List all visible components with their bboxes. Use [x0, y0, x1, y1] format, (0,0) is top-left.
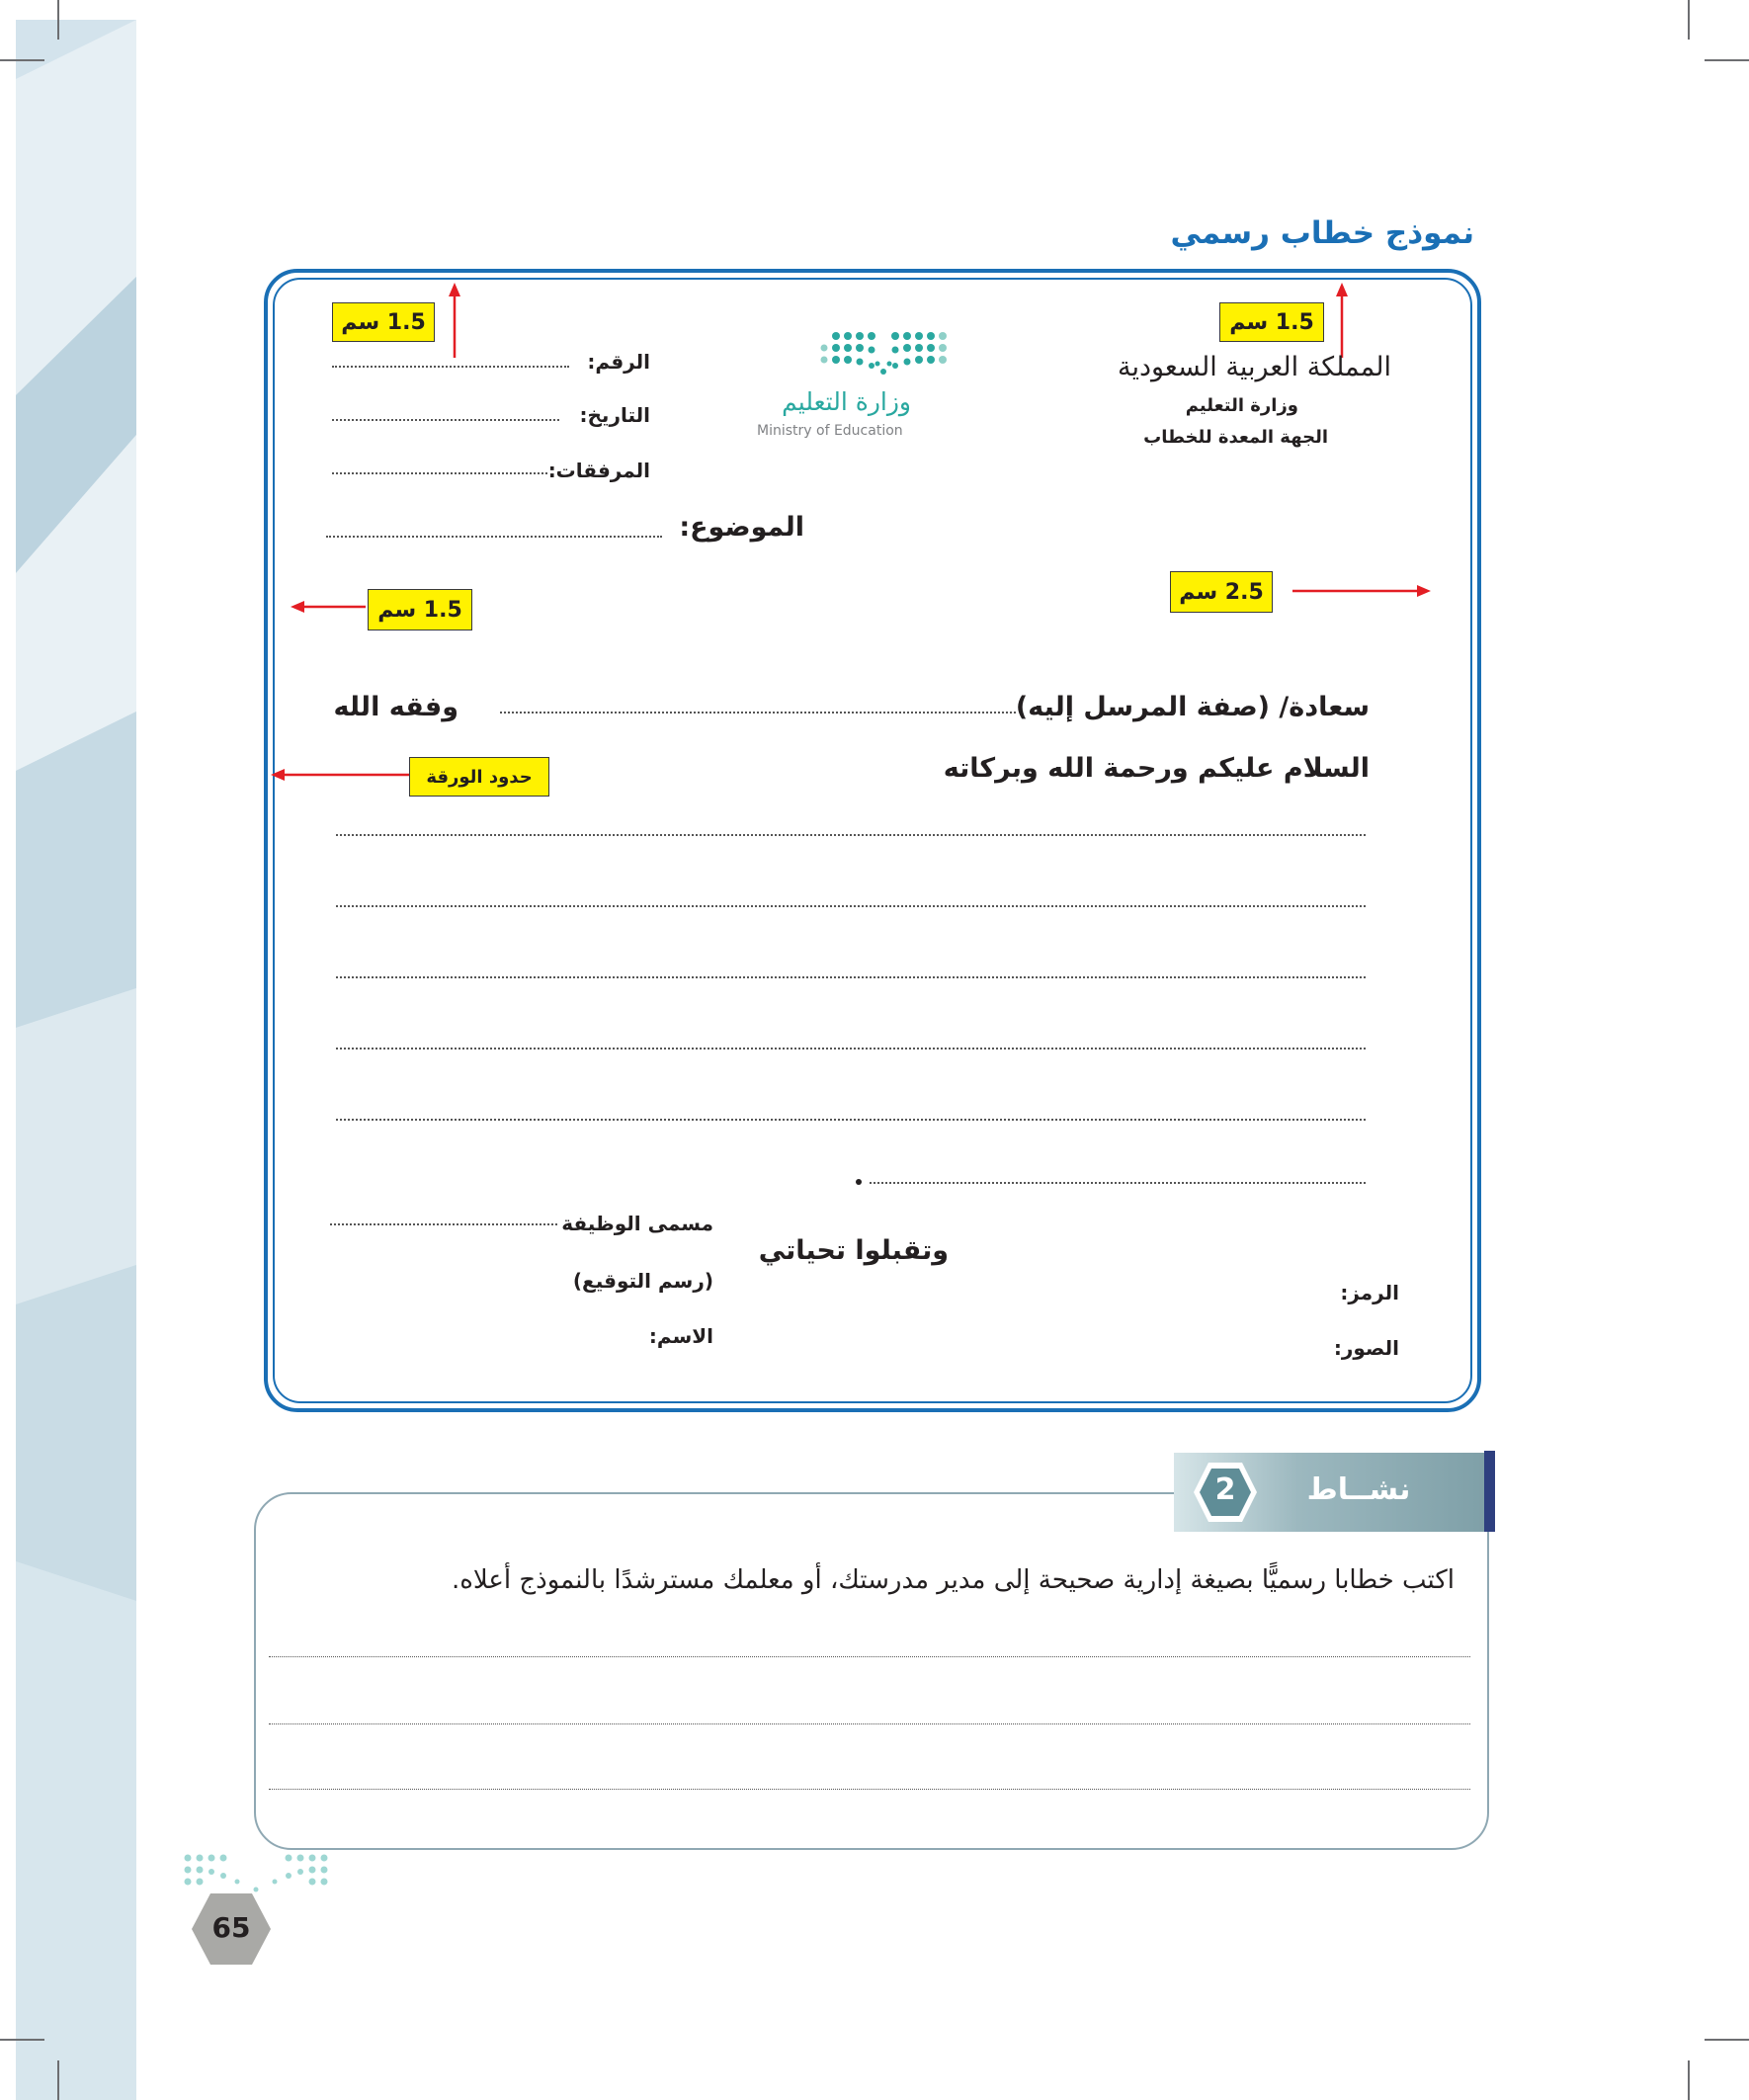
kingdom-name: المملكة العربية السعودية	[1117, 352, 1391, 382]
right-margin-arrow	[1292, 583, 1431, 599]
body-line[interactable]	[336, 905, 1366, 907]
answer-line[interactable]	[269, 1789, 1470, 1790]
activity-number: 2	[1214, 1472, 1236, 1507]
body-line[interactable]	[870, 1182, 1366, 1184]
body-line[interactable]	[336, 976, 1366, 978]
activity-box	[254, 1492, 1489, 1850]
date-label: التاريخ:	[579, 403, 650, 427]
addressee-line: سعادة/ (صفة المرسل إليه)	[1015, 692, 1370, 722]
answer-line[interactable]	[269, 1656, 1470, 1657]
answer-line[interactable]	[269, 1723, 1470, 1724]
body-line[interactable]	[336, 1048, 1366, 1050]
regards-text: وتقبلوا تحياتي	[758, 1235, 949, 1266]
ministry-logo	[757, 326, 994, 455]
crop-mark	[57, 0, 59, 40]
full-stop-dot	[856, 1179, 862, 1185]
crop-mark	[0, 2039, 44, 2041]
copies-label: الصور:	[1333, 1336, 1399, 1360]
attachments-label: المرفقات:	[547, 459, 650, 482]
code-label: الرمز:	[1340, 1281, 1399, 1304]
subject-label: الموضوع:	[679, 512, 804, 543]
measure-left-margin: 1.5 سم	[368, 589, 472, 630]
decorative-side-band	[16, 20, 136, 2100]
crop-mark	[1705, 2039, 1749, 2041]
logo-dots-icon	[757, 326, 994, 385]
job-title-label: مسمى الوظيفة	[561, 1212, 713, 1235]
activity-tab-bar	[1484, 1451, 1495, 1532]
issuer-name: الجهة المعدة للخطاب	[1143, 427, 1328, 448]
number-label: الرقم:	[587, 350, 650, 374]
attachments-field[interactable]	[332, 472, 547, 474]
date-field[interactable]	[332, 419, 559, 421]
measure-top-right: 1.5 سم	[1219, 302, 1324, 342]
addressee-field[interactable]	[500, 712, 1016, 714]
subject-field[interactable]	[326, 536, 662, 538]
body-line[interactable]	[336, 834, 1366, 836]
measure-top-left: 1.5 سم	[332, 302, 435, 342]
crop-mark	[0, 59, 44, 61]
activity-title: نشــاط	[1306, 1472, 1411, 1507]
ministry-name: وزارة التعليم	[1185, 395, 1298, 416]
top-margin-arrow-right	[1334, 283, 1350, 358]
blessing-text: وفقه الله	[333, 692, 458, 722]
job-title-field[interactable]	[330, 1223, 557, 1225]
crop-mark	[1688, 0, 1690, 40]
crop-mark	[57, 2060, 59, 2100]
left-margin-arrow	[291, 599, 366, 615]
logo-arabic-text: وزارة التعليم	[782, 387, 911, 416]
greeting-text: السلام عليكم ورحمة الله وبركاته	[943, 753, 1370, 784]
page-number: 65	[211, 1911, 251, 1944]
body-line[interactable]	[336, 1119, 1366, 1121]
signature-placeholder: (رسم التوقيع)	[572, 1269, 713, 1293]
paper-edge-arrow	[271, 767, 409, 783]
measure-right-margin: 2.5 سم	[1170, 571, 1273, 613]
crop-mark	[1688, 2060, 1690, 2100]
activity-instruction: اكتب خطابا رسميًّا بصيغة إدارية صحيحة إلى مدير مدرستك، أو معلمك مسترشدًا بالنموذج أعلاه.	[451, 1565, 1455, 1595]
paper-edge-label: حدود الورقة	[409, 757, 549, 797]
name-label: الاسم:	[648, 1324, 713, 1348]
number-field[interactable]	[332, 366, 569, 368]
logo-english-text: Ministry of Education	[757, 423, 903, 439]
top-margin-arrow-left	[447, 283, 462, 358]
crop-mark	[1705, 59, 1749, 61]
page-title: نموذج خطاب رسمي	[1170, 215, 1474, 251]
